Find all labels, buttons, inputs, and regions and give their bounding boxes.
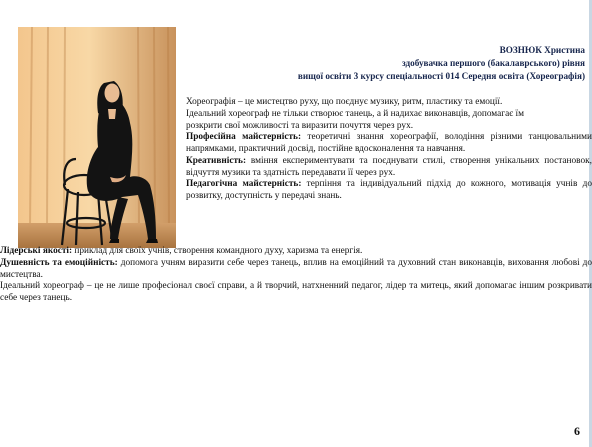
page-number: 6 [574,424,580,438]
quality-leadership [0,246,592,258]
bottom-text [0,246,592,305]
quality-text: допомога учням виразити себе через танець, вплив на емоційний та духовний стан виконавців, виховання любові до мистецтва. [0,257,592,280]
quality-label: Педагогічна майстерність: [186,179,302,190]
quality-label: Професійна майстерність: [186,132,302,143]
quality-pedagogy [186,179,592,203]
intro-line-1: Хореографія – це мистецтво руху, що поєднує музику, ритм, пластику та емоції. [186,97,503,107]
quality-text: терпіння та індивідуальний підхід до кожного, мотивація учнів до розвитку, доступність у передачі знань. [186,179,592,201]
quality-text: вміння експериментувати та поєднувати стилі, створення унікальних постановок, відчуття музики та здатність передавати її через рух. [186,155,592,178]
quality-text: приклад для своїх учнів, створення командного духу, харизма та енергія. [72,246,363,256]
student-degree: здобувачка першого (бакалаврського) рівня [401,57,585,68]
conclusion: Ідеальний хореограф – це не лише професіонал своєї справи, а й творчий, натхненний педагог, лідер та митець, який допомагає іншим розкривати себе через танець. [0,281,592,303]
quality-label: Лідерські якості: [0,246,73,256]
portrait-photo [18,27,176,248]
quality-professional [186,132,592,156]
quality-creativity [186,156,592,180]
student-name: ВОЗНЮК Христина [499,45,585,55]
intro-line-2: Ідеальний хореограф не тільки створює танець, а й надихає виконавців, допомагає їм [186,108,524,119]
quality-emotionality [0,258,592,282]
quality-text: теоретичні знання хореографії, володіння різними танцювальними напрямками, практичний досвід, постійне вдосконалення та навчання. [186,132,592,154]
student-specialty: вищої освіти 3 курсу спеціальності 014 Середня освіта (Хореографія) [297,70,585,81]
main-text [186,97,592,203]
intro-line-3: розкрити свої можливості та виразити почуття через рух. [186,120,414,131]
quality-label: Креативність: [186,155,247,166]
student-header [185,44,585,82]
quality-label: Душевність та емоційність: [0,257,118,268]
